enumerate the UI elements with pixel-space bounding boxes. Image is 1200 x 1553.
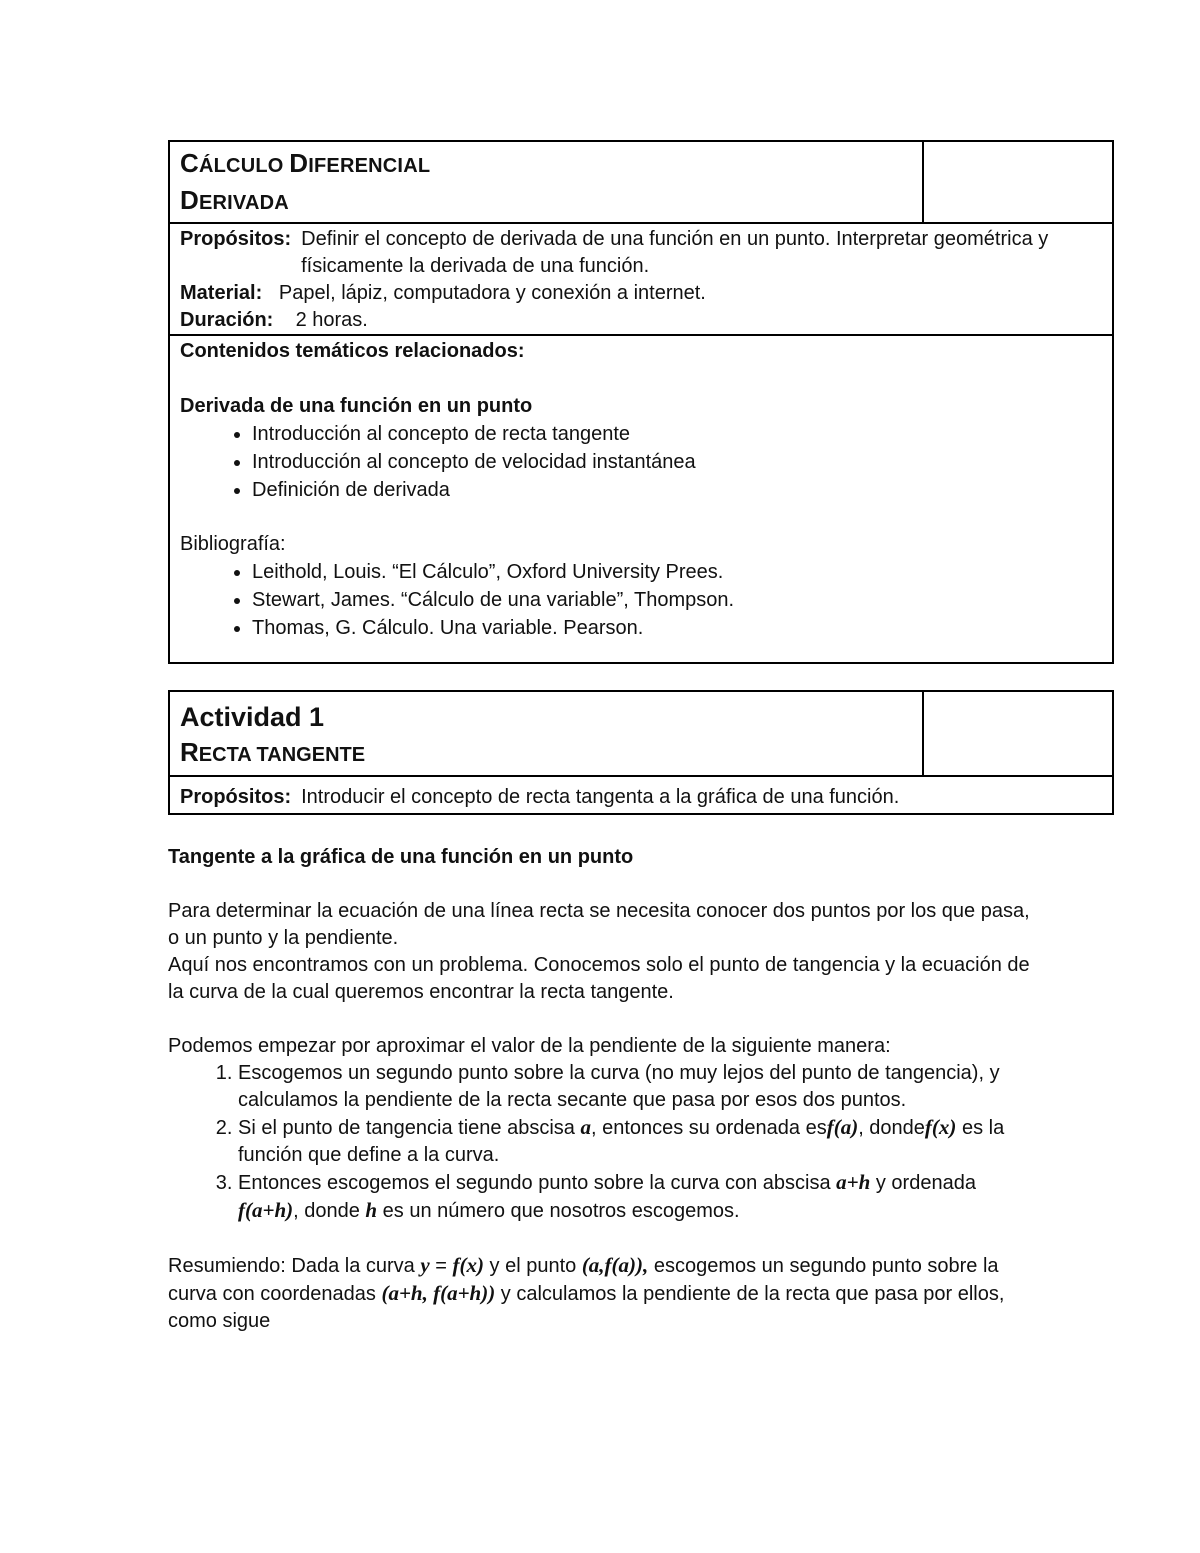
duration-label: Duración: bbox=[180, 309, 274, 331]
activity-table bbox=[168, 690, 1114, 815]
topic-heading: Derivada de una función en un punto bbox=[180, 395, 533, 417]
purposes-row bbox=[180, 226, 1102, 280]
paragraph-1: Para determinar la ecuación de una línea recta se necesita conocer dos puntos por los que pasa, o un punto y la pendiente. bbox=[168, 900, 1030, 949]
material-text: Papel, lápiz, computadora y conexión a internet. bbox=[278, 282, 706, 304]
duration-row bbox=[180, 307, 1102, 334]
summary-paragraph: Resumiendo: Dada la curva y = f(x) y el punto (a,f(a)), escogemos un segundo punto sobre la curva con coordenadas (a+h, f(a+h)) y calculamos la pendiente de la recta que pasa por ellos, como sigue bbox=[168, 1253, 1005, 1332]
activity-blank-cell bbox=[923, 691, 1113, 776]
purposes-label: Propósitos: bbox=[180, 228, 292, 250]
contents-heading: Contenidos temáticos relacionados: bbox=[180, 340, 525, 362]
bibliography-label: Bibliografía: bbox=[180, 533, 286, 555]
purposes-cell bbox=[169, 223, 1113, 335]
topics-list bbox=[170, 420, 1102, 504]
material-label: Material: bbox=[180, 282, 263, 304]
purposes-text: Definir el concepto de derivada de una función en un punto. Interpretar geométrica y físicamente la derivada de una función. bbox=[301, 228, 1049, 277]
duration-text: 2 horas. bbox=[295, 309, 368, 331]
course-subtitle: DERIVADA bbox=[180, 185, 289, 215]
activity-title: Actividad 1 bbox=[180, 702, 325, 732]
body-content bbox=[168, 843, 1038, 1335]
bibliography-list bbox=[170, 558, 1102, 642]
activity-purposes-label: Propósitos: bbox=[180, 786, 292, 808]
steps-list bbox=[168, 1060, 1038, 1225]
activity-subtitle: RECTA TANGENTE bbox=[180, 737, 366, 767]
list-item: • Stewart, James. “Cálculo de una variable”, Thompson. bbox=[252, 586, 1102, 614]
activity-purposes-text: Introducir el concepto de recta tangenta a la gráfica de una función. bbox=[301, 786, 900, 808]
list-item: 2. Si el punto de tangencia tiene abscisa a, entonces su ordenada esf(a), dondef(x) es la función que define a la curva. bbox=[238, 1114, 1038, 1169]
list-item: • Thomas, G. Cálculo. Una variable. Pearson. bbox=[252, 614, 1102, 642]
activity-purposes-row bbox=[180, 784, 1102, 811]
list-item: • Leithold, Louis. “El Cálculo”, Oxford University Prees. bbox=[252, 558, 1102, 586]
activity-purposes-cell bbox=[169, 776, 1113, 814]
list-item: • Introducción al concepto de velocidad instantánea bbox=[252, 448, 1102, 476]
section-heading: Tangente a la gráfica de una función en un punto bbox=[168, 846, 634, 868]
header-blank-cell bbox=[923, 141, 1113, 223]
list-item: 3. Entonces escogemos el segundo punto sobre la curva con abscisa a+h y ordenada f(a+h), donde h es un número que nosotros escogemos. bbox=[238, 1169, 1038, 1225]
document-page bbox=[168, 140, 1114, 1335]
course-title-cell bbox=[169, 141, 923, 223]
course-title: CÁLCULO DIFERENCIAL bbox=[180, 148, 431, 178]
activity-title-cell bbox=[169, 691, 923, 776]
contents-cell bbox=[169, 335, 1113, 663]
list-item: • Introducción al concepto de recta tangente bbox=[252, 420, 1102, 448]
paragraph-3: Podemos empezar por aproximar el valor de la pendiente de la siguiente manera: bbox=[168, 1035, 891, 1057]
list-item: • Definición de derivada bbox=[252, 476, 1102, 504]
list-item: 1. Escogemos un segundo punto sobre la curva (no muy lejos del punto de tangencia), y calculamos la pendiente de la recta secante que pasa por esos dos puntos. bbox=[238, 1060, 1038, 1114]
paragraph-2: Aquí nos encontramos con un problema. Conocemos solo el punto de tangencia y la ecuación de la curva de la cual queremos encontrar la recta tangente. bbox=[168, 954, 1030, 1003]
course-header-table bbox=[168, 140, 1114, 664]
material-row bbox=[180, 280, 1102, 307]
